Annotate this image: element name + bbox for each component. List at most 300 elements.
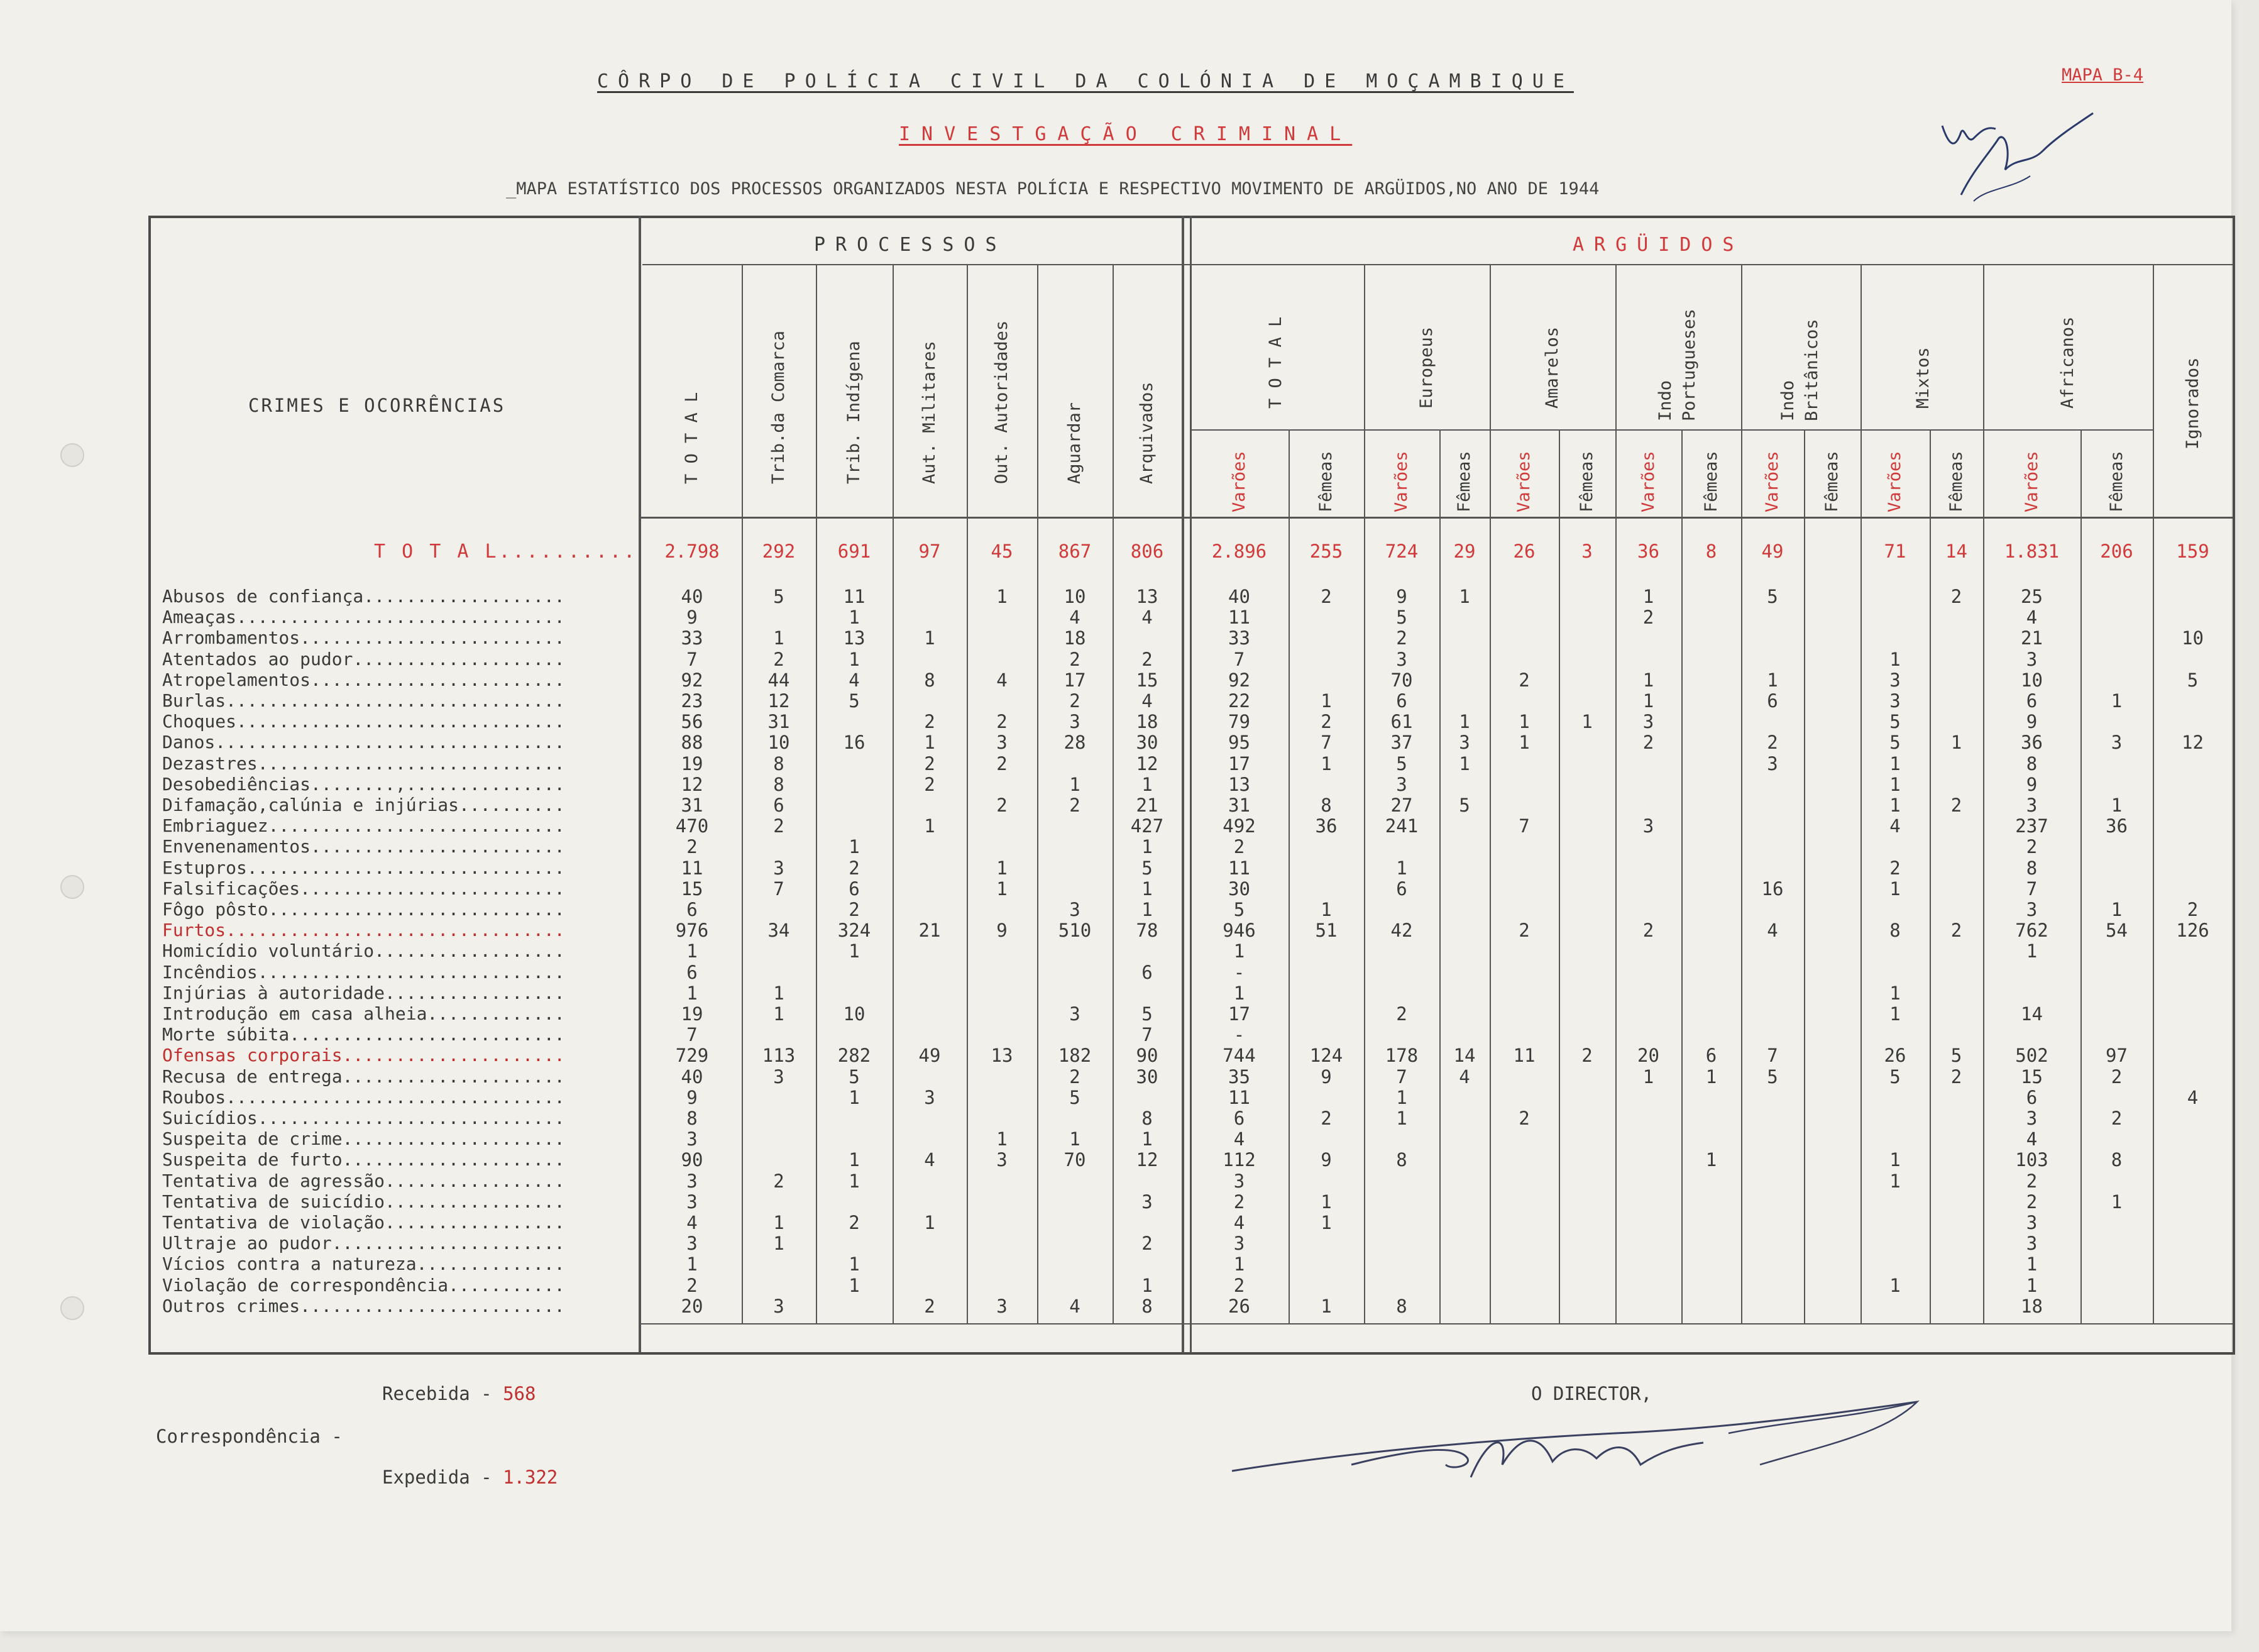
total-cell: 26 bbox=[1513, 541, 1536, 562]
table-cell: 126 bbox=[2176, 920, 2209, 941]
row-label: Arrombamentos......................... bbox=[162, 627, 565, 648]
table-cell: 1 bbox=[1233, 983, 1245, 1004]
table-cell: 1 bbox=[1889, 1003, 1901, 1025]
table-cell: 1 bbox=[1642, 586, 1654, 607]
table-cell: 8 bbox=[1396, 1296, 1407, 1317]
processos-header: PROCESSOS bbox=[814, 234, 1007, 256]
row-label: Atentados ao pudor.................... bbox=[162, 649, 565, 669]
table-cell: 1 bbox=[1581, 711, 1593, 732]
table-cell: 2 bbox=[996, 711, 1008, 732]
grid-line bbox=[639, 517, 2233, 519]
table-cell: 3 bbox=[686, 1233, 698, 1254]
table-cell: 30 bbox=[1136, 732, 1158, 753]
varoes-subheader: Varões bbox=[1885, 451, 1904, 512]
table-cell: 18 bbox=[2021, 1296, 2043, 1317]
table-cell: 124 bbox=[1309, 1045, 1343, 1066]
table-cell: 1 bbox=[924, 732, 935, 753]
row-label: Difamação,calúnia e injúrias.......... bbox=[162, 795, 565, 815]
table-cell: 178 bbox=[1385, 1045, 1419, 1066]
arguidos-group-header: Europeus bbox=[1417, 326, 1436, 409]
table-cell: 37 bbox=[1390, 732, 1413, 753]
total-cell: 806 bbox=[1130, 541, 1164, 562]
table-cell: 3 bbox=[1396, 649, 1407, 670]
total-cell: 97 bbox=[918, 541, 941, 562]
processos-col-header: Trib. Indígena bbox=[844, 341, 864, 484]
table-cell: 237 bbox=[2015, 815, 2048, 837]
table-cell: 36 bbox=[2106, 815, 2128, 837]
table-cell: 9 bbox=[1321, 1149, 1332, 1170]
table-cell: 17 bbox=[1228, 753, 1250, 774]
table-cell: 4 bbox=[849, 669, 860, 691]
total-cell: 29 bbox=[1453, 541, 1476, 562]
table-cell: 9 bbox=[686, 607, 698, 628]
table-cell: 4 bbox=[1069, 1296, 1080, 1317]
table-cell: 946 bbox=[1223, 920, 1256, 941]
arguidos-header: ARGÜIDOS bbox=[1573, 234, 1744, 256]
table-cell: 5 bbox=[1233, 899, 1245, 920]
table-cell: 8 bbox=[686, 1108, 698, 1129]
table-cell: 54 bbox=[2106, 920, 2128, 941]
table-cell: 20 bbox=[681, 1296, 703, 1317]
arguidos-group-header: Indo bbox=[1778, 380, 1798, 421]
table-cell: 40 bbox=[1228, 586, 1250, 607]
table-cell: 1 bbox=[2026, 1275, 2038, 1296]
table-cell: 2 bbox=[924, 1296, 935, 1317]
table-cell: 2 bbox=[2026, 836, 2038, 857]
table-cell: 7 bbox=[686, 1024, 698, 1045]
table-cell: 1 bbox=[1141, 899, 1153, 920]
grid-line bbox=[1930, 431, 1931, 1323]
table-cell: 1 bbox=[849, 1253, 860, 1275]
table-cell: 2 bbox=[996, 795, 1008, 816]
table-cell: 324 bbox=[837, 920, 871, 941]
table-cell: 1 bbox=[1141, 878, 1153, 900]
section-title: INVESTGAÇÃO CRIMINAL bbox=[899, 123, 1353, 145]
table-cell: 1 bbox=[849, 1149, 860, 1170]
table-cell: 2 bbox=[773, 1170, 784, 1192]
table-cell: 1 bbox=[1141, 836, 1153, 857]
table-cell: 4 bbox=[1889, 815, 1901, 837]
table-cell: 744 bbox=[1223, 1045, 1256, 1066]
table-cell: 1 bbox=[1321, 1191, 1332, 1213]
table-cell: 2 bbox=[996, 753, 1008, 774]
table-cell: 70 bbox=[1390, 669, 1413, 691]
table-cell: 14 bbox=[2021, 1003, 2043, 1025]
table-cell: 25 bbox=[2021, 586, 2043, 607]
table-cell: 34 bbox=[767, 920, 790, 941]
table-cell: 2 bbox=[924, 774, 935, 795]
table-cell: 1 bbox=[773, 1212, 784, 1233]
table-cell: 1 bbox=[773, 627, 784, 649]
table-cell: 3 bbox=[924, 1087, 935, 1108]
table-cell: 11 bbox=[843, 586, 866, 607]
table-cell: 2 bbox=[1642, 607, 1654, 628]
table-cell: 49 bbox=[918, 1045, 941, 1066]
grid-line bbox=[1190, 429, 2153, 431]
table-cell: 11 bbox=[1513, 1045, 1536, 1066]
table-cell: 56 bbox=[681, 711, 703, 732]
total-row-label: T O T A L.......... bbox=[374, 541, 638, 563]
table-cell: 19 bbox=[681, 753, 703, 774]
table-cell: 976 bbox=[675, 920, 709, 941]
total-cell: 724 bbox=[1385, 541, 1419, 562]
table-cell: 1 bbox=[773, 983, 784, 1004]
table-cell: 1 bbox=[1642, 690, 1654, 712]
table-cell: 7 bbox=[773, 878, 784, 900]
table-cell: 6 bbox=[1767, 690, 1778, 712]
row-label: Abusos de confiança................... bbox=[162, 586, 565, 607]
table-cell: 12 bbox=[1136, 1149, 1158, 1170]
table-cell: 79 bbox=[1228, 711, 1250, 732]
table-cell: 1 bbox=[686, 940, 698, 962]
table-cell: 1 bbox=[1069, 774, 1080, 795]
table-cell: 1 bbox=[924, 815, 935, 837]
row-label: Ofensas corporais..................... bbox=[162, 1045, 565, 1066]
row-label: Violação de correspondência........... bbox=[162, 1275, 565, 1296]
table-cell: 8 bbox=[773, 774, 784, 795]
table-cell: 21 bbox=[1136, 795, 1158, 816]
table-cell: 3 bbox=[773, 1066, 784, 1088]
total-cell: 255 bbox=[1309, 541, 1343, 562]
grid-line bbox=[1804, 431, 1805, 1323]
table-cell: 2 bbox=[2187, 899, 2199, 920]
table-cell: 2 bbox=[1519, 669, 1530, 691]
table-cell: 3 bbox=[1767, 753, 1778, 774]
table-cell: 5 bbox=[1950, 1045, 1962, 1066]
table-cell: 182 bbox=[1058, 1045, 1092, 1066]
table-cell: 1 bbox=[1889, 753, 1901, 774]
table-cell: 2 bbox=[849, 857, 860, 879]
table-cell: 11 bbox=[1228, 607, 1250, 628]
table-cell: 70 bbox=[1064, 1149, 1086, 1170]
table-cell: 3 bbox=[1889, 669, 1901, 691]
table-cell: 2 bbox=[1069, 649, 1080, 670]
grid-line bbox=[1559, 431, 1560, 1323]
table-cell: 3 bbox=[2026, 795, 2038, 816]
table-cell: 8 bbox=[924, 669, 935, 691]
row-label: Furtos................................ bbox=[162, 920, 565, 940]
table-cell: 16 bbox=[843, 732, 866, 753]
total-cell: 14 bbox=[1945, 541, 1967, 562]
table-cell: 2 bbox=[1069, 795, 1080, 816]
table-cell: 4 bbox=[996, 669, 1008, 691]
row-label: Recusa de entrega..................... bbox=[162, 1066, 565, 1087]
table-cell: 3 bbox=[2026, 899, 2038, 920]
table-cell: 1 bbox=[1889, 649, 1901, 670]
table-cell: 241 bbox=[1385, 815, 1419, 837]
table-cell: 492 bbox=[1223, 815, 1256, 837]
table-cell: 28 bbox=[1064, 732, 1086, 753]
table-cell: 6 bbox=[2026, 1087, 2038, 1108]
table-cell: 40 bbox=[681, 586, 703, 607]
grid-line bbox=[816, 265, 817, 1323]
table-cell: 2 bbox=[849, 899, 860, 920]
table-cell: 2 bbox=[1642, 920, 1654, 941]
punch-hole bbox=[60, 1296, 84, 1320]
table-cell: 5 bbox=[773, 586, 784, 607]
table-cell: 1 bbox=[996, 857, 1008, 879]
table-cell: 8 bbox=[2026, 753, 2038, 774]
table-cell: 7 bbox=[1767, 1045, 1778, 1066]
table-cell: 2 bbox=[2111, 1066, 2123, 1088]
table-cell: 4 bbox=[1069, 607, 1080, 628]
table-cell: 1 bbox=[849, 940, 860, 962]
table-cell: 8 bbox=[1889, 920, 1901, 941]
table-cell: 1 bbox=[686, 983, 698, 1004]
table-cell: 1 bbox=[1321, 690, 1332, 712]
table-cell: 1 bbox=[1889, 795, 1901, 816]
table-cell: 2 bbox=[2111, 1108, 2123, 1129]
table-cell: 5 bbox=[1069, 1087, 1080, 1108]
table-cell: 9 bbox=[996, 920, 1008, 941]
table-cell: 2 bbox=[1767, 732, 1778, 753]
row-label: Outros crimes......................... bbox=[162, 1296, 565, 1316]
table-cell: 2 bbox=[2026, 1191, 2038, 1213]
femeas-subheader: Fêmeas bbox=[1454, 451, 1474, 512]
correspondencia-label: Correspondência - bbox=[156, 1426, 343, 1447]
table-cell: 2 bbox=[1889, 857, 1901, 879]
table-cell: 97 bbox=[2106, 1045, 2128, 1066]
table-cell: 2 bbox=[1519, 920, 1530, 941]
femeas-subheader: Fêmeas bbox=[1822, 451, 1842, 512]
processos-col-header: Trib.da Comarca bbox=[769, 331, 788, 484]
table-cell: 510 bbox=[1058, 920, 1092, 941]
grid-line bbox=[1037, 265, 1038, 1323]
grid-line bbox=[1681, 431, 1683, 1323]
total-cell: 2.896 bbox=[1211, 541, 1267, 562]
processos-col-header: T O T A L bbox=[682, 392, 701, 484]
table-cell: 7 bbox=[1233, 649, 1245, 670]
table-cell: 1 bbox=[773, 1003, 784, 1025]
table-cell: 1 bbox=[1705, 1149, 1717, 1170]
table-cell: 729 bbox=[675, 1045, 709, 1066]
table-cell: 9 bbox=[1321, 1066, 1332, 1088]
table-cell: 13 bbox=[1228, 774, 1250, 795]
table-cell: 4 bbox=[2026, 607, 2038, 628]
table-cell: 1 bbox=[1321, 753, 1332, 774]
table-cell: 18 bbox=[1136, 711, 1158, 732]
table-cell: 5 bbox=[1396, 753, 1407, 774]
table-cell: 7 bbox=[2026, 878, 2038, 900]
table-cell: 3 bbox=[1889, 690, 1901, 712]
table-cell: 4 bbox=[1141, 607, 1153, 628]
varoes-subheader: Varões bbox=[1762, 451, 1782, 512]
table-cell: 15 bbox=[2021, 1066, 2043, 1088]
table-cell: 13 bbox=[843, 627, 866, 649]
table-cell: 6 bbox=[1233, 1108, 1245, 1129]
table-cell: 1 bbox=[1889, 1170, 1901, 1192]
table-cell: 3 bbox=[2026, 649, 2038, 670]
total-cell: 49 bbox=[1761, 541, 1784, 562]
varoes-subheader: Varões bbox=[1638, 451, 1658, 512]
grid-line bbox=[1364, 265, 1365, 1323]
table-cell: 1 bbox=[773, 1233, 784, 1254]
table-cell: 31 bbox=[681, 795, 703, 816]
arguidos-group-header: Africanos bbox=[2058, 316, 2077, 409]
table-cell: 1 bbox=[1321, 1296, 1332, 1317]
table-cell: 1 bbox=[1141, 1275, 1153, 1296]
arguidos-group-header: T O T A L bbox=[1266, 316, 1285, 409]
table-cell: 2 bbox=[1396, 627, 1407, 649]
arguidos-group-header: Britânicos bbox=[1802, 319, 1822, 421]
table-cell: 6 bbox=[1396, 690, 1407, 712]
table-cell: 1 bbox=[849, 607, 860, 628]
table-cell: 1 bbox=[1519, 711, 1530, 732]
table-cell: 5 bbox=[1889, 732, 1901, 753]
table-cell: 92 bbox=[1228, 669, 1250, 691]
row-label: Introdução em casa alheia............. bbox=[162, 1003, 565, 1024]
table-cell: 10 bbox=[2021, 669, 2043, 691]
table-cell: 3 bbox=[1141, 1191, 1153, 1213]
table-cell: 14 bbox=[1453, 1045, 1476, 1066]
table-cell: 1 bbox=[1459, 586, 1470, 607]
total-cell: 3 bbox=[1581, 541, 1593, 562]
table-cell: 9 bbox=[1396, 586, 1407, 607]
table-cell: 3 bbox=[2026, 1233, 2038, 1254]
table-cell: 2 bbox=[849, 1212, 860, 1233]
total-cell: 1.831 bbox=[2004, 541, 2060, 562]
table-cell: 1 bbox=[1642, 669, 1654, 691]
expedida-line bbox=[382, 1467, 558, 1488]
table-cell: 1 bbox=[1889, 983, 1901, 1004]
table-cell: 3 bbox=[1233, 1170, 1245, 1192]
table-cell: 3 bbox=[2026, 1108, 2038, 1129]
table-cell: 1 bbox=[924, 627, 935, 649]
table-cell: 17 bbox=[1228, 1003, 1250, 1025]
row-label: Estupros.............................. bbox=[162, 857, 565, 878]
table-cell: 95 bbox=[1228, 732, 1250, 753]
table-cell: 2 bbox=[1321, 586, 1332, 607]
table-cell: 3 bbox=[1459, 732, 1470, 753]
table-cell: 2 bbox=[1321, 711, 1332, 732]
recebida-line bbox=[382, 1383, 536, 1404]
row-label: Ultraje ao pudor...................... bbox=[162, 1233, 565, 1253]
table-cell: 4 bbox=[1141, 690, 1153, 712]
grid-line bbox=[639, 1323, 2233, 1324]
table-cell: 8 bbox=[1141, 1296, 1153, 1317]
table-cell: 1 bbox=[849, 836, 860, 857]
table-cell: 2 bbox=[1233, 836, 1245, 857]
femeas-subheader: Fêmeas bbox=[1577, 451, 1597, 512]
table-cell: 90 bbox=[681, 1149, 703, 1170]
table-cell: 6 bbox=[686, 899, 698, 920]
table-cell: 5 bbox=[849, 1066, 860, 1088]
table-cell: 1 bbox=[1767, 669, 1778, 691]
row-label: Dezastres............................. bbox=[162, 753, 565, 774]
table-cell: 5 bbox=[1889, 711, 1901, 732]
table-cell: 427 bbox=[1130, 815, 1164, 837]
table-cell: 2 bbox=[1519, 1108, 1530, 1129]
row-label: Desobediências........,............... bbox=[162, 774, 565, 795]
table-cell: 20 bbox=[1637, 1045, 1659, 1066]
table-cell: 12 bbox=[767, 690, 790, 712]
table-cell: 2 bbox=[1141, 1233, 1153, 1254]
arguidos-group-header: Amarelos bbox=[1542, 326, 1562, 409]
table-cell: 5 bbox=[849, 690, 860, 712]
processos-col-header: Arquivados bbox=[1137, 382, 1157, 484]
grid-line bbox=[1615, 265, 1617, 1323]
table-cell: 1 bbox=[686, 1253, 698, 1275]
table-cell: 3 bbox=[773, 1296, 784, 1317]
table-cell: 44 bbox=[767, 669, 790, 691]
femeas-subheader: Fêmeas bbox=[1946, 451, 1966, 512]
table-cell: 1 bbox=[849, 649, 860, 670]
row-label: Atropelamentos........................ bbox=[162, 669, 565, 690]
table-cell: 8 bbox=[2111, 1149, 2123, 1170]
table-cell: 2 bbox=[686, 1275, 698, 1296]
table-cell: 61 bbox=[1390, 711, 1413, 732]
director-label: O DIRECTOR, bbox=[1531, 1383, 1652, 1404]
total-cell: 206 bbox=[2100, 541, 2133, 562]
document-title: CÔRPO DE POLÍCIA CIVIL DA COLÓNIA DE MOÇAMBIQUE bbox=[597, 70, 1574, 92]
table-cell: 90 bbox=[1136, 1045, 1158, 1066]
row-label: Fôgo pôsto............................ bbox=[162, 899, 565, 920]
table-cell: 1 bbox=[1396, 1108, 1407, 1129]
row-label: Roubos................................ bbox=[162, 1087, 565, 1108]
table-cell: 2 bbox=[1950, 586, 1962, 607]
row-label: Suicídios............................. bbox=[162, 1108, 565, 1128]
table-cell: 8 bbox=[1396, 1149, 1407, 1170]
table-cell: 1 bbox=[996, 1128, 1008, 1150]
table-cell: 2 bbox=[1950, 1066, 1962, 1088]
table-cell: 19 bbox=[681, 1003, 703, 1025]
row-label: Ameaças............................... bbox=[162, 607, 565, 627]
row-label: Burlas................................ bbox=[162, 690, 565, 711]
document-description: _MAPA ESTATÍSTICO DOS PROCESSOS ORGANIZADOS NESTA POLÍCIA E RESPECTIVO MOVIMENTO DE ARGÜIDOS,NO ANO DE 1944 bbox=[506, 179, 1600, 199]
processos-col-header: Aut. Militares bbox=[920, 341, 939, 484]
table-cell: 1 bbox=[1396, 1087, 1407, 1108]
table-cell: 51 bbox=[1315, 920, 1338, 941]
table-cell: 6 bbox=[686, 962, 698, 983]
table-cell: 15 bbox=[1136, 669, 1158, 691]
total-cell: 867 bbox=[1058, 541, 1092, 562]
total-cell: 36 bbox=[1637, 541, 1659, 562]
table-cell: 1 bbox=[2111, 795, 2123, 816]
table-cell: 1 bbox=[1889, 774, 1901, 795]
table-cell: 16 bbox=[1761, 878, 1784, 900]
table-cell: 18 bbox=[1064, 627, 1086, 649]
femeas-subheader: Fêmeas bbox=[1316, 451, 1336, 512]
table-cell: 22 bbox=[1228, 690, 1250, 712]
table-cell: 1 bbox=[1642, 1066, 1654, 1088]
table-cell: 4 bbox=[2026, 1128, 2038, 1150]
varoes-subheader: Varões bbox=[1229, 451, 1249, 512]
table-cell: 2 bbox=[924, 753, 935, 774]
row-label: Danos................................. bbox=[162, 732, 565, 752]
map-reference: MAPA B-4 bbox=[2062, 65, 2144, 85]
grid-line bbox=[1289, 431, 1290, 1323]
total-cell: 292 bbox=[762, 541, 796, 562]
processos-col-header: Aguardar bbox=[1065, 402, 1084, 484]
varoes-subheader: Varões bbox=[2021, 451, 2042, 512]
table-cell: 2 bbox=[1321, 1108, 1332, 1129]
table-cell: 21 bbox=[918, 920, 941, 941]
punch-hole bbox=[60, 443, 84, 467]
table-cell: 3 bbox=[686, 1128, 698, 1150]
arguidos-group-header: Indo bbox=[1656, 380, 1675, 421]
table-cell: 36 bbox=[2021, 732, 2043, 753]
arguidos-group-header: Portugueses bbox=[1679, 309, 1699, 421]
table-cell: 9 bbox=[2026, 711, 2038, 732]
table-cell: 1 bbox=[1459, 753, 1470, 774]
table-cell: 11 bbox=[1228, 1087, 1250, 1108]
table-cell: 3 bbox=[686, 1191, 698, 1213]
table-cell: 23 bbox=[681, 690, 703, 712]
table-cell: 3 bbox=[2026, 1212, 2038, 1233]
table-cell: 2 bbox=[686, 836, 698, 857]
grid-line bbox=[642, 264, 2233, 265]
table-cell: 113 bbox=[762, 1045, 796, 1066]
